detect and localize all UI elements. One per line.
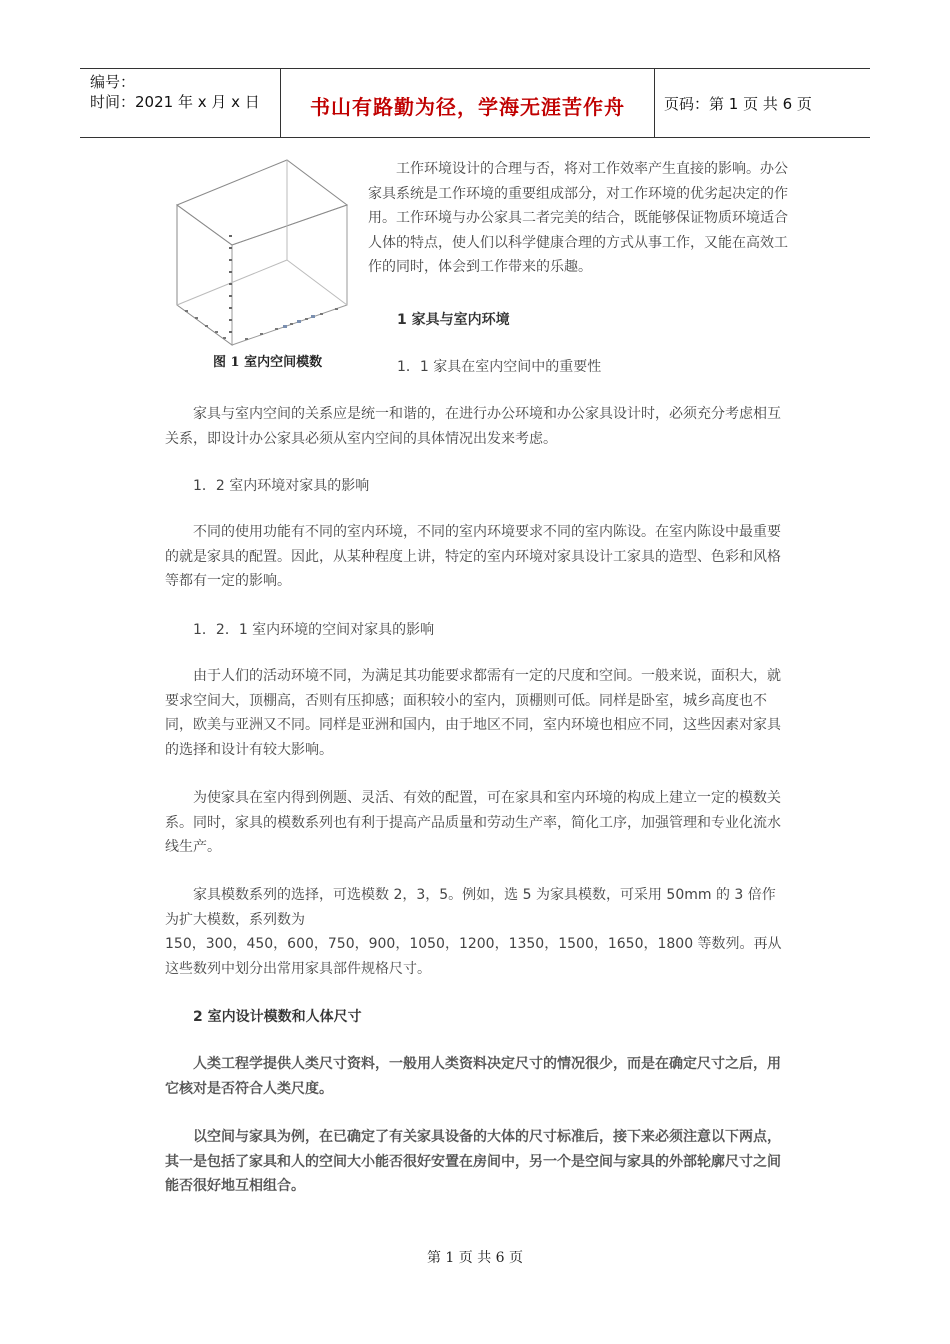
header-info-cell [80, 69, 281, 137]
paragraph-text-series: 150，300，450，600，750，900，1050，1200，1350，1500，1650，1800 等数列。再从这些数列中划分出常用家具部件规格尺寸。 [165, 936, 782, 977]
paragraph [165, 883, 785, 981]
document-header [80, 68, 870, 138]
header-motto-cell [281, 69, 655, 137]
page-code: 页码：第 1 页 共 6 页 [664, 95, 812, 113]
paragraph-text: 家具与室内空间的关系应是统一和谐的，在进行办公环境和办公家具设计时，必须充分考虑相互关系，即设计办公家具必须从室内空间的具体情况出发来考虑。 [165, 406, 781, 447]
paragraph-text: 不同的使用功能有不同的室内环境，不同的室内环境要求不同的室内陈设。在室内陈设中最重要的就是家具的配置。因此，从某种程度上讲，特定的室内环境对家具设计工家具的造型、色彩和风格等都有一定的影响。 [165, 524, 781, 589]
heading-1-1: 1．1 家具在室内空间中的重要性 [397, 359, 602, 375]
paragraph-bold [165, 1125, 785, 1199]
paragraph [165, 664, 785, 762]
paragraph-text: 以空间与家具为例，在已确定了有关家具设备的大体的尺寸标准后，接下来必须注意以下两点，其一是包括了家具和人的空间大小能否很好安置在房间中，另一个是空间与家具的外部轮廓尺寸之间能否很好地互相组合。 [165, 1129, 781, 1194]
paragraph [165, 402, 785, 451]
motto: 书山有路勤为径，学海无涯苦作舟 [310, 95, 625, 119]
paragraph [165, 786, 785, 860]
page-footer: 第 1 页 共 6 页 [426, 1250, 524, 1266]
paragraph-bold [165, 1052, 785, 1101]
figure-room-module [165, 155, 360, 375]
date-label: 时间：2021 年 x 月 x 日 [90, 93, 260, 111]
heading-1-2-1: 1．2．1 室内环境的空间对家具的影响 [193, 622, 435, 638]
paragraph-text: 由于人们的活动环境不同，为满足其功能要求都需有一定的尺度和空间。一般来说，面积大，就要求空间大，顶棚高，否则有压抑感；面积较小的室内，顶棚则可低。同样是卧室，城乡高度也不同，欧美与亚洲又不同。同样是亚洲和国内，由于地区不同，室内环境也相应不同，这些因素对家具的选择和设计有较大影响。 [165, 668, 781, 758]
heading-1-2: 1．2 室内环境对家具的影响 [193, 478, 370, 494]
figure-caption: 图 1 室内空间模数 [213, 355, 323, 370]
paragraph-text: 为使家具在室内得到例题、灵活、有效的配置，可在家具和室内环境的构成上建立一定的模数关系。同时，家具的模数系列也有利于提高产品质量和劳动生产率，简化工序，加强管理和专业化流水线生产。 [165, 790, 781, 855]
heading-1: 1 家具与室内环境 [397, 312, 510, 328]
header-page-cell [656, 69, 870, 137]
room-module-diagram [165, 155, 360, 350]
paragraph-text: 家具模数系列的选择，可选模数 2，3，5。例如，选 5 为家具模数，可采用 50mm 的 3 倍作为扩大模数，系列数为 [165, 887, 776, 928]
heading-2: 2 室内设计模数和人体尺寸 [193, 1009, 362, 1025]
number-label: 编号： [90, 73, 136, 91]
intro-text: 工作环境设计的合理与否，将对工作效率产生直接的影响。办公家具系统是工作环境的重要组成部分，对工作环境的优劣起决定的作用。工作环境与办公家具二者完美的结合，既能够保证物质环境适合人体的特点，使人们以科学健康合理的方式从事工作，又能在高效工作的同时，体会到工作带来的乐趣。 [368, 161, 788, 275]
paragraph-text: 人类工程学提供人类尺寸资料，一般用人类资料决定尺寸的情况很少，而是在确定尺寸之后，用它核对是否符合人类尺度。 [165, 1056, 781, 1097]
paragraph [165, 520, 785, 594]
intro-paragraph [368, 157, 788, 280]
